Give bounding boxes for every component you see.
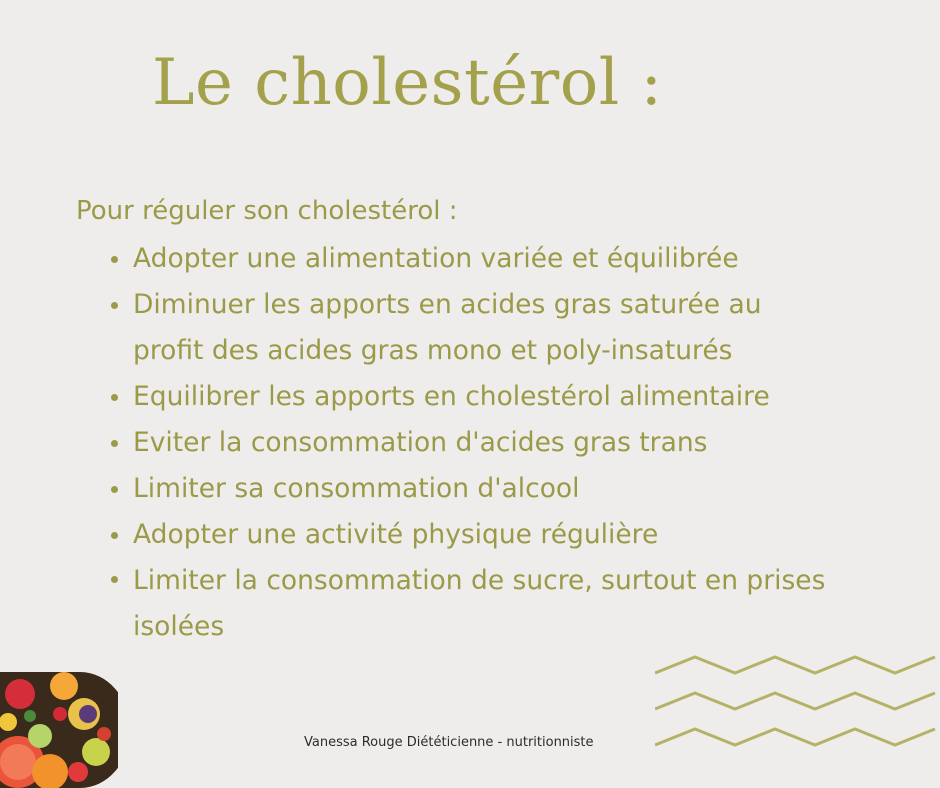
list-item: Limiter sa consommation d'alcool: [108, 466, 913, 512]
list-item: Equilibrer les apports en cholestérol alimentaire: [108, 374, 913, 420]
footer-credit: Vanessa Rouge Diététicienne - nutritionniste: [304, 735, 594, 750]
page-title: Le cholestérol :: [152, 46, 663, 120]
list-item: Eviter la consommation d'acides gras trans: [108, 420, 913, 466]
zigzag-line: [655, 657, 935, 673]
fruit-image: [0, 672, 118, 788]
list-item: Diminuer les apports en acides gras saturée au profit des acides gras mono et poly-insaturés: [108, 282, 913, 374]
zigzag-decoration: [655, 655, 940, 765]
intro-text: Pour réguler son cholestérol :: [76, 196, 458, 226]
list-item: Adopter une activité physique régulière: [108, 512, 913, 558]
list-item: Limiter la consommation de sucre, surtout en prises isolées: [108, 558, 913, 650]
list-item: Adopter une alimentation variée et équilibrée: [108, 236, 913, 282]
zigzag-line: [655, 693, 935, 709]
advice-list: [108, 236, 913, 650]
zigzag-line: [655, 729, 935, 745]
